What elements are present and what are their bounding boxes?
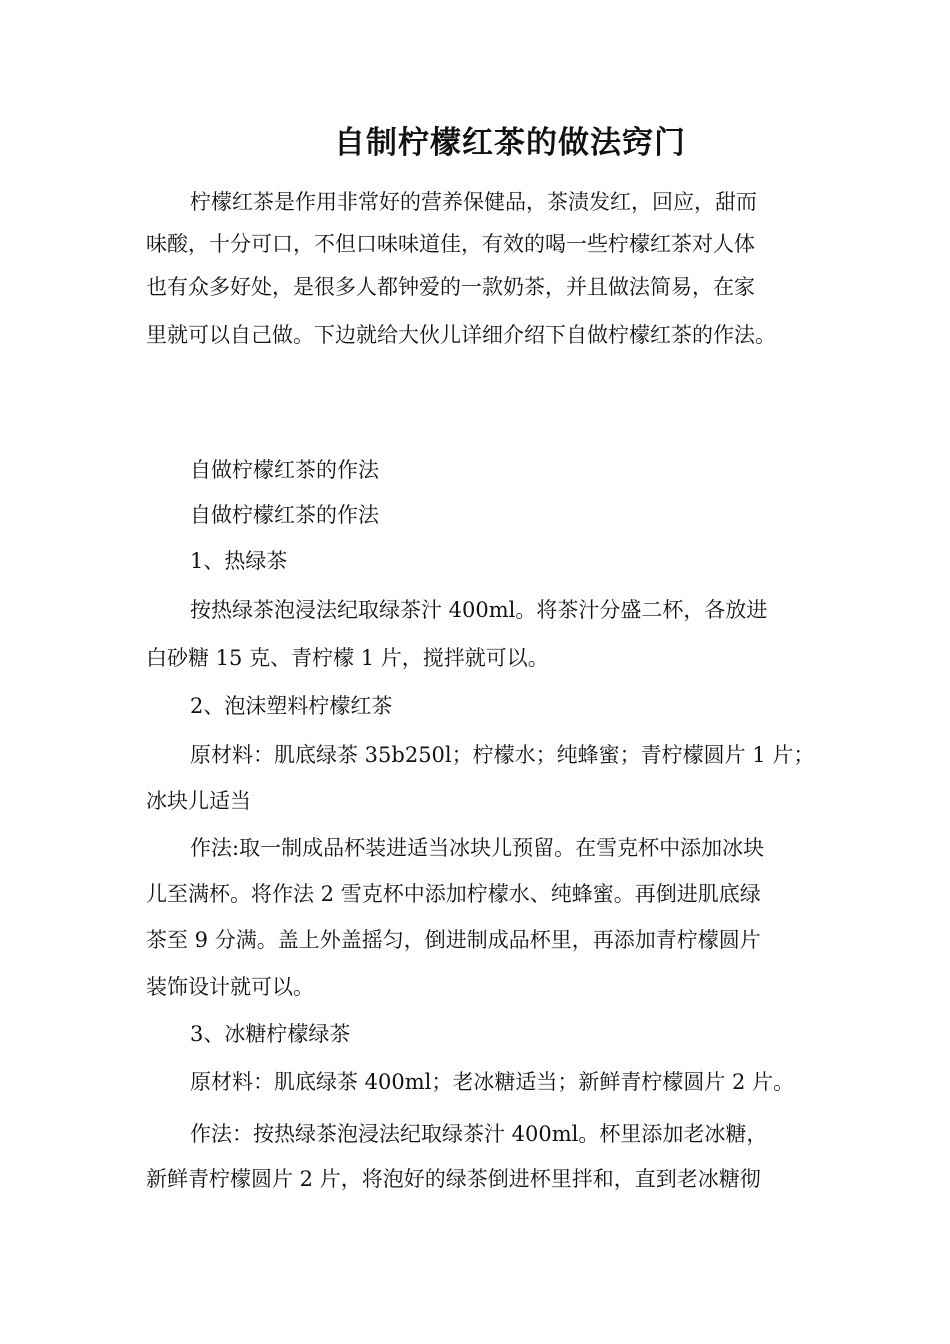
section-heading: 自做柠檬红茶的作法 (190, 458, 379, 482)
item-3-method-line-2: 新鲜青柠檬圆片 2 片，将泡好的绿茶倒进杯里拌和，直到老冰糖彻 (146, 1167, 761, 1191)
item-2-method-line-3: 茶至 9 分满。盖上外盖摇匀，倒进制成品杯里，再添加青柠檬圆片 (146, 928, 761, 952)
intro-line-4: 里就可以自己做。下边就给大伙儿详细介绍下自做柠檬红茶的作法。 (146, 323, 776, 347)
item-2-material-line-2: 冰块儿适当 (146, 789, 251, 813)
item-1-line-1: 按热绿茶泡浸法纪取绿茶汁 400ml。将茶汁分盛二杯，各放进 (190, 598, 768, 622)
item-2-method-line-2: 儿至满杯。将作法 2 雪克杯中添加柠檬水、纯蜂蜜。再倒进肌底绿 (146, 882, 761, 906)
section-subheading: 自做柠檬红茶的作法 (190, 503, 379, 527)
intro-line-1: 柠檬红茶是作用非常好的营养保健品，茶渍发红，回应，甜而 (190, 190, 757, 214)
item-1-title: 1、热绿茶 (190, 549, 288, 573)
item-1-line-2: 白砂糖 15 克、青柠檬 1 片，搅拌就可以。 (146, 646, 549, 670)
item-3-material: 原材料：肌底绿茶 400ml；老冰糖适当；新鲜青柠檬圆片 2 片。 (190, 1070, 795, 1094)
item-2-method-line-4: 装饰设计就可以。 (146, 975, 314, 999)
intro-line-3: 也有众多好处，是很多人都钟爱的一款奶茶，并且做法简易，在家 (146, 275, 755, 299)
item-2-title: 2、泡沫塑料柠檬红茶 (190, 694, 393, 718)
item-3-method-line-1: 作法：按热绿茶泡浸法纪取绿茶汁 400ml。杯里添加老冰糖， (190, 1122, 768, 1146)
item-3-title: 3、冰糖柠檬绿茶 (190, 1022, 351, 1046)
item-2-method-line-1: 作法:取一制成品杯装进适当冰块儿预留。在雪克杯中添加冰块 (190, 836, 765, 860)
document-title: 自制柠檬红茶的做法窍门 (334, 125, 686, 161)
intro-line-2: 味酸，十分可口，不但口味味道佳，有效的喝一些柠檬红茶对人体 (146, 232, 755, 256)
item-2-material-line-1: 原材料：肌底绿茶 35b250l；柠檬水；纯蜂蜜；青柠檬圆片 1 片； (190, 743, 815, 767)
